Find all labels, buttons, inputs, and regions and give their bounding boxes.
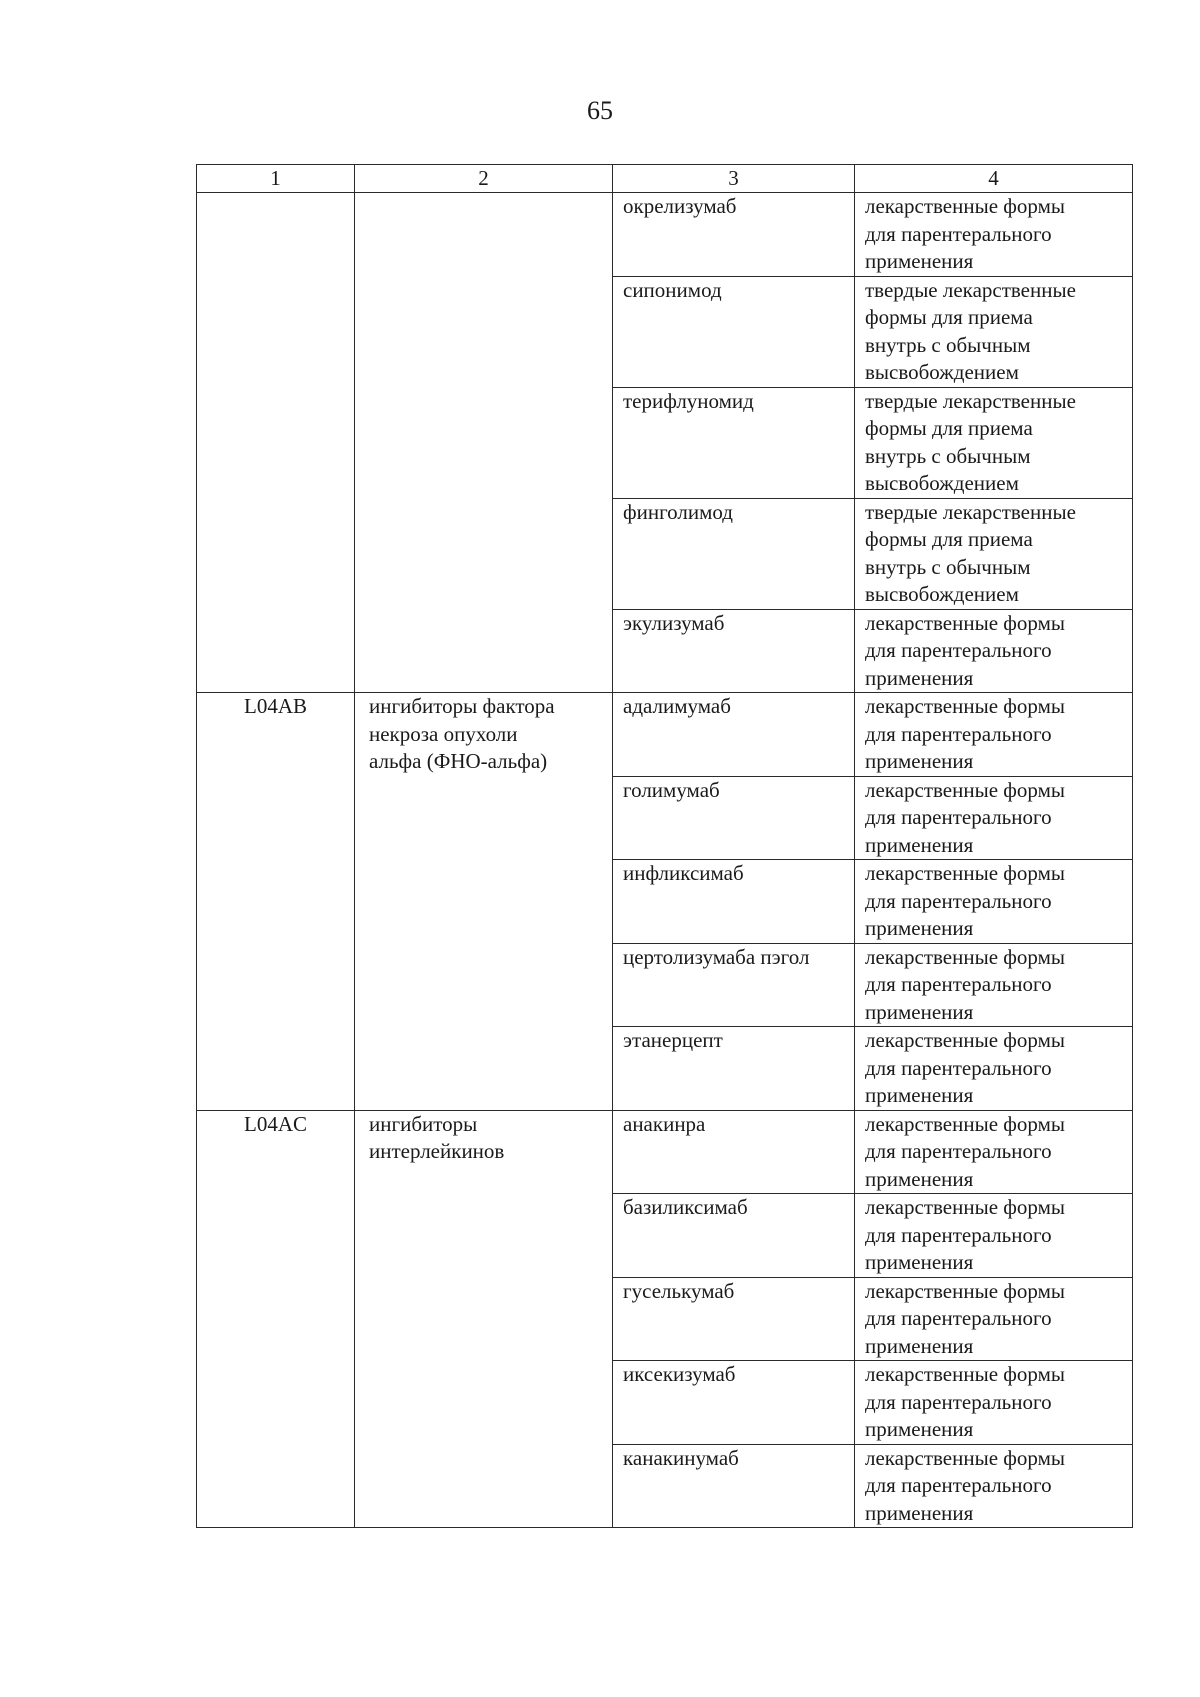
dosage-form-line: высвобождением xyxy=(865,471,1019,495)
code-cell: L04AB xyxy=(197,693,355,1111)
dosage-form-line: лекарственные формы xyxy=(865,194,1065,218)
dosage-form-line: применения xyxy=(865,1417,974,1441)
dosage-form-line: применения xyxy=(865,1083,974,1107)
dosage-form-line: для парентерального xyxy=(865,1055,1052,1080)
dosage-form-line: для парентерального xyxy=(865,1222,1052,1247)
dosage-form-line: применения xyxy=(865,249,974,273)
dosage-form-line: лекарственные формы xyxy=(865,777,1065,802)
dosage-form-cell xyxy=(855,276,1133,387)
dosage-form-line: лекарственные формы xyxy=(865,1195,1065,1219)
drug-name-cell: терифлуномид xyxy=(613,387,855,498)
drug-table xyxy=(196,164,1133,1528)
dosage-form-line: для парентерального xyxy=(865,888,1052,913)
dosage-form-line: высвобождением xyxy=(865,360,1019,384)
dosage-form-line: внутрь с обычным xyxy=(865,443,1031,468)
table-row xyxy=(197,693,1133,777)
group-line: ингибиторы фактора xyxy=(369,694,555,718)
dosage-form-line: применения xyxy=(865,916,974,940)
dosage-form-line: применения xyxy=(865,1166,974,1191)
dosage-form-cell xyxy=(855,1361,1133,1445)
dosage-form-line: лекарственные формы xyxy=(865,1278,1065,1303)
drug-name-cell: базиликсимаб xyxy=(613,1194,855,1278)
drug-name-cell: инфликсимаб xyxy=(613,860,855,944)
group-cell xyxy=(355,693,613,1111)
drug-name-cell: этанерцепт xyxy=(613,1027,855,1111)
dosage-form-line: формы для приема xyxy=(865,527,1033,551)
group-line: интерлейкинов xyxy=(369,1139,505,1163)
header-cell-3: 3 xyxy=(613,165,855,193)
dosage-form-line: применения xyxy=(865,1250,974,1274)
group-line: ингибиторы xyxy=(369,1111,478,1136)
dosage-form-cell xyxy=(855,1027,1133,1111)
page-number: 65 xyxy=(587,96,613,125)
dosage-form-line: лекарственные формы xyxy=(865,694,1065,718)
dosage-form-line: лекарственные формы xyxy=(865,1028,1065,1052)
dosage-form-cell xyxy=(855,498,1133,609)
drug-name-cell: анакинра xyxy=(613,1110,855,1194)
dosage-form-cell xyxy=(855,609,1133,693)
header-cell-2: 2 xyxy=(355,165,613,193)
group-line: альфа (ФНО-альфа) xyxy=(369,749,548,773)
group-cell xyxy=(355,1110,613,1528)
dosage-form-line: высвобождением xyxy=(865,582,1019,606)
header-row xyxy=(197,165,1133,193)
drug-name-cell: финголимод xyxy=(613,498,855,609)
dosage-form-cell xyxy=(855,193,1133,277)
dosage-form-cell xyxy=(855,693,1133,777)
drug-name-cell: адалимумаб xyxy=(613,693,855,777)
dosage-form-line: применения xyxy=(865,1333,974,1358)
dosage-form-cell xyxy=(855,1110,1133,1194)
dosage-form-line: применения xyxy=(865,832,974,857)
dosage-form-cell xyxy=(855,1194,1133,1278)
dosage-form-line: лекарственные формы xyxy=(865,944,1065,969)
dosage-form-line: лекарственные формы xyxy=(865,1111,1065,1136)
dosage-form-line: применения xyxy=(865,1500,974,1525)
drug-name-cell: сипонимод xyxy=(613,276,855,387)
dosage-form-cell xyxy=(855,860,1133,944)
code-cell xyxy=(197,193,355,693)
dosage-form-line: внутрь с обычным xyxy=(865,554,1031,579)
dosage-form-cell xyxy=(855,943,1133,1027)
dosage-form-line: для парентерального xyxy=(865,805,1052,829)
drug-name-cell: цертолизумаба пэгол xyxy=(613,943,855,1027)
dosage-form-line: для парентерального xyxy=(865,1139,1052,1163)
dosage-form-line: лекарственные формы xyxy=(865,861,1065,885)
table-body xyxy=(197,165,1133,1528)
dosage-form-line: применения xyxy=(865,665,974,690)
dosage-form-line: для парентерального xyxy=(865,221,1052,246)
code-cell: L04AC xyxy=(197,1110,355,1528)
dosage-form-cell xyxy=(855,1277,1133,1361)
dosage-form-cell xyxy=(855,776,1133,860)
drug-name-cell: окрелизумаб xyxy=(613,193,855,277)
drug-name-cell: гуселькумаб xyxy=(613,1277,855,1361)
dosage-form-line: твердые лекарственные xyxy=(865,277,1076,302)
dosage-form-line: для парентерального xyxy=(865,1306,1052,1330)
group-cell xyxy=(355,193,613,693)
dosage-form-line: для парентерального xyxy=(865,638,1052,662)
dosage-form-line: лекарственные формы xyxy=(865,610,1065,635)
dosage-form-line: для парентерального xyxy=(865,1389,1052,1414)
group-line: некроза опухоли xyxy=(369,721,518,746)
dosage-form-line: твердые лекарственные xyxy=(865,499,1076,524)
dosage-form-cell xyxy=(855,1444,1133,1528)
dosage-form-line: лекарственные формы xyxy=(865,1362,1065,1386)
dosage-form-line: твердые лекарственные xyxy=(865,388,1076,413)
table-row xyxy=(197,1110,1133,1194)
dosage-form-line: лекарственные формы xyxy=(865,1445,1065,1470)
dosage-form-cell xyxy=(855,387,1133,498)
dosage-form-line: внутрь с обычным xyxy=(865,332,1031,357)
dosage-form-line: формы для приема xyxy=(865,416,1033,440)
dosage-form-line: формы для приема xyxy=(865,305,1033,329)
drug-name-cell: канакинумаб xyxy=(613,1444,855,1528)
dosage-form-line: применения xyxy=(865,999,974,1024)
drug-name-cell: голимумаб xyxy=(613,776,855,860)
dosage-form-line: для парентерального xyxy=(865,721,1052,746)
dosage-form-line: применения xyxy=(865,749,974,773)
table-row xyxy=(197,193,1133,277)
header-cell-4: 4 xyxy=(855,165,1133,193)
drug-name-cell: иксекизумаб xyxy=(613,1361,855,1445)
dosage-form-line: для парентерального xyxy=(865,1473,1052,1497)
header-cell-1: 1 xyxy=(197,165,355,193)
dosage-form-line: для парентерального xyxy=(865,972,1052,996)
drug-name-cell: экулизумаб xyxy=(613,609,855,693)
